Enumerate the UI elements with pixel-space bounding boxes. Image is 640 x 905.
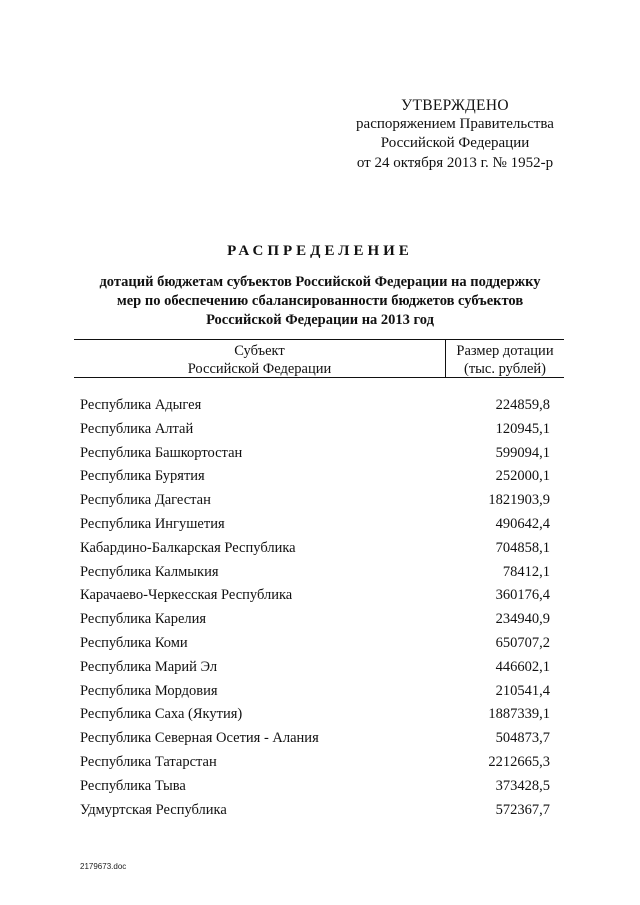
row-amount: 234940,9 [495, 611, 550, 628]
table-row [80, 610, 550, 634]
approval-line-1: распоряжением Правительства [356, 116, 554, 132]
row-amount: 210541,4 [495, 682, 550, 699]
row-amount: 504873,7 [495, 730, 550, 747]
row-subject: Республика Коми [80, 634, 188, 651]
row-subject: Республика Карелия [80, 611, 207, 628]
row-amount: 224859,8 [495, 397, 550, 413]
row-amount: 373428,5 [495, 777, 550, 794]
row-amount: 704858,1 [495, 539, 550, 556]
table-row [80, 467, 550, 491]
row-subject: Республика Бурятия [80, 468, 205, 485]
table-body [80, 396, 550, 824]
table-row [80, 705, 550, 729]
column-header-amount [446, 342, 564, 378]
table-row [80, 682, 550, 706]
column-header-subject-line-1: Субъект [234, 343, 285, 359]
row-amount: 120945,1 [495, 420, 550, 437]
row-subject: Республика Мордовия [80, 682, 218, 699]
table-row [80, 729, 550, 753]
subtitle-line-2: мер по обеспечению сбалансированности бюджетов субъектов [116, 293, 524, 309]
row-subject: Кабардино-Балкарская Республика [80, 539, 296, 556]
table-row [80, 539, 550, 563]
row-subject: Республика Марий Эл [80, 658, 218, 675]
table-row [80, 444, 550, 468]
row-subject: Республика Калмыкия [80, 563, 219, 580]
table-row [80, 396, 550, 420]
row-amount: 650707,2 [495, 634, 550, 651]
column-header-amount-line-1: Размер дотации [456, 343, 554, 359]
row-subject: Карачаево-Черкесская Республика [80, 587, 293, 604]
table-top-rule [74, 339, 564, 340]
document-filename: 2179673.doc [80, 862, 127, 871]
row-amount: 1821903,9 [488, 492, 550, 509]
row-subject: Республика Адыгея [80, 397, 202, 413]
subtitle-line-1: дотаций бюджетам субъектов Российской Федерации на поддержку [99, 274, 541, 290]
document-subtitle [70, 273, 570, 330]
row-subject: Удмуртская Республика [80, 801, 227, 818]
table-row [80, 491, 550, 515]
table-row [80, 420, 550, 444]
approval-date-number: от 24 октября 2013 г. № 1952-р [356, 155, 554, 171]
column-header-amount-line-2: (тыс. рублей) [464, 361, 546, 377]
approval-block [340, 96, 570, 173]
table-row [80, 753, 550, 777]
row-subject: Республика Саха (Якутия) [80, 706, 243, 723]
row-amount: 2212665,3 [488, 753, 550, 770]
row-amount: 446602,1 [495, 658, 550, 675]
row-amount: 490642,4 [495, 515, 550, 532]
subtitle-line-3: Российской Федерации на 2013 год [206, 312, 434, 328]
row-subject: Республика Тыва [80, 777, 186, 794]
approval-heading: УТВЕРЖДЕНО [401, 97, 509, 114]
table-row [80, 515, 550, 539]
table-row [80, 634, 550, 658]
row-subject: Республика Дагестан [80, 492, 211, 509]
approval-line-2: Российской Федерации [380, 135, 530, 151]
row-amount: 572367,7 [495, 801, 550, 818]
column-header-subject-line-2: Российской Федерации [187, 361, 332, 377]
document-title: РАСПРЕДЕЛЕНИЕ [227, 243, 413, 259]
row-subject: Республика Башкортостан [80, 444, 243, 461]
row-amount: 599094,1 [495, 444, 550, 461]
row-subject: Республика Алтай [80, 420, 194, 437]
row-amount: 252000,1 [495, 468, 550, 485]
row-amount: 360176,4 [495, 587, 550, 604]
column-header-subject [74, 342, 445, 378]
row-amount: 1887339,1 [488, 706, 550, 723]
table-row [80, 801, 550, 825]
row-subject: Республика Татарстан [80, 753, 217, 770]
table-row [80, 563, 550, 587]
row-subject: Республика Северная Осетия - Алания [80, 730, 319, 747]
table-row [80, 586, 550, 610]
row-amount: 78412,1 [502, 563, 550, 580]
row-subject: Республика Ингушетия [80, 515, 225, 532]
table-row [80, 658, 550, 682]
table-row [80, 777, 550, 801]
